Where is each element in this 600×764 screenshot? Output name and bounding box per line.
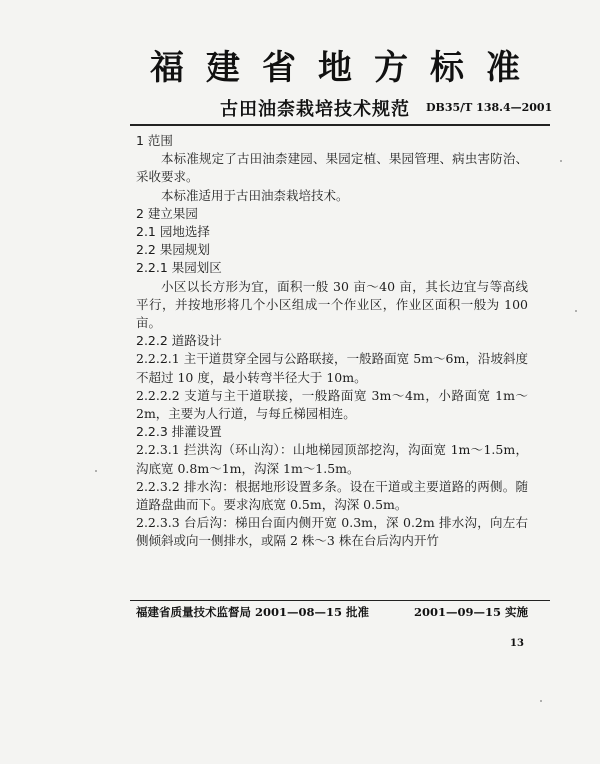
- standard-code: DB35/T 138.4—2001: [426, 101, 553, 114]
- standard-banner: 福建省地方标准: [150, 48, 542, 88]
- scan-speck: [95, 470, 97, 472]
- page-number: 13: [510, 638, 524, 649]
- header-rule: [130, 124, 550, 126]
- footer: [136, 604, 528, 624]
- clause-2-2-2-2: 2.2.2.2 支道与主干道联接，一般路面宽 3m～4m，小路面宽 1m～2m，主要为人行道，与每丘梯园相连。: [136, 387, 528, 422]
- section-heading-2-1: 2.1 园地选择: [136, 224, 210, 240]
- section-heading-2-2-3: 2.2.3 排灌设置: [136, 424, 222, 440]
- paragraph: 本标准适用于古田油柰栽培技术。: [161, 187, 349, 203]
- title-row: [220, 95, 560, 121]
- section-heading-2-2-2: 2.2.2 道路设计: [136, 333, 222, 349]
- scan-speck: [540, 700, 542, 702]
- clause-2-2-3-3: 2.2.3.3 台后沟：梯田台面内侧开宽 0.3m，深 0.2m 排水沟，向左右侧倾斜或向一侧排水，或隔 2 株～3 株在台后沟内开竹: [136, 515, 528, 549]
- section-heading-2-2: 2.2 果园规划: [136, 242, 210, 258]
- document-body: [136, 132, 528, 551]
- section-heading-2: 2 建立果园: [136, 205, 198, 221]
- effective-date: 2001—09—15 实施: [413, 605, 528, 619]
- clause-2-2-2-1: 2.2.2.1 主干道贯穿全园与公路联接，一般路面宽 5m～6m，沿坡斜度不超过 10 度，最小转弯半径大于 10m。: [136, 351, 528, 385]
- standard-title: 古田油柰栽培技术规范: [220, 99, 410, 120]
- scan-speck: [575, 310, 577, 312]
- clause-2-2-3-2: 2.2.3.2 排水沟：根据地形设置多条。设在干道或主要道路的两侧。随道路盘曲而下。要求沟底宽 0.5m，沟深 0.5m。: [136, 478, 528, 513]
- paragraph: 小区以长方形为宜，面积一般 30 亩～40 亩，其长边宜与等高线平行，并按地形将几个小区组成一个作业区，作业区面积一般为 100 亩。: [136, 278, 528, 331]
- approval-note: 福建省质量技术监督局 2001—08—15 批准: [136, 605, 370, 619]
- section-heading-1: 1 范围: [136, 133, 173, 148]
- paragraph: 本标准规定了古田油柰建园、果园定植、果园管理、病虫害防治、采收要求。: [136, 151, 528, 185]
- scan-speck: [560, 160, 562, 162]
- clause-2-2-3-1: 2.2.3.1 拦洪沟（环山沟）：山地梯园顶部挖沟，沟面宽 1m～1.5m，沟底宽 0.8m～1m，沟深 1m～1.5m。: [136, 442, 528, 476]
- section-heading-2-2-1: 2.2.1 果园划区: [136, 260, 222, 276]
- footer-rule: [130, 600, 550, 601]
